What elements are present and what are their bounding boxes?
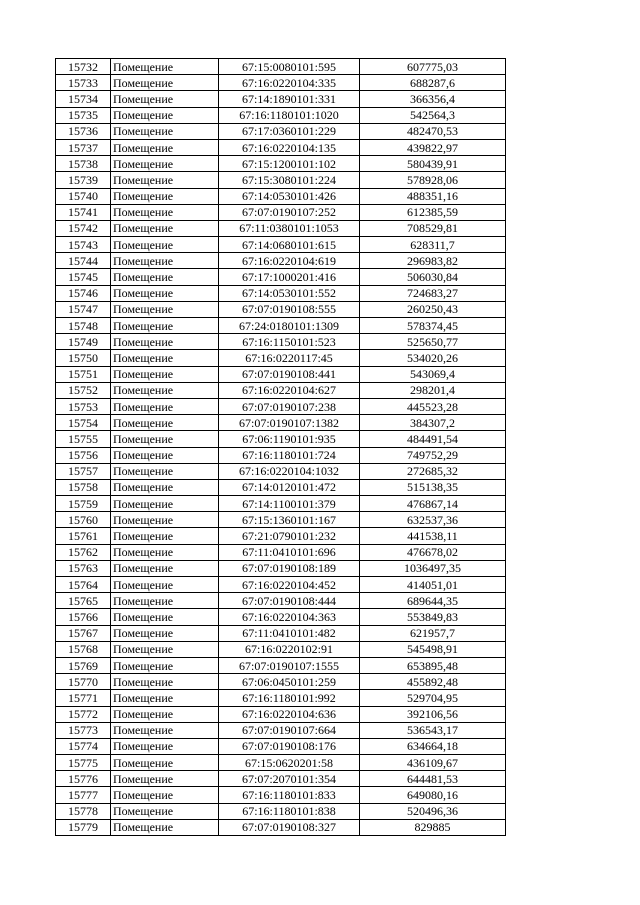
- cadastral-value-cell: 488351,16: [360, 188, 506, 204]
- row-number-cell: 15762: [56, 544, 111, 560]
- table-row: [56, 59, 506, 75]
- cadastral-number-cell: 67:17:0360101:229: [219, 123, 360, 139]
- object-type-cell: Помещение: [111, 819, 219, 835]
- row-number-cell: 15755: [56, 431, 111, 447]
- table-row: [56, 657, 506, 673]
- data-sheet: [55, 58, 506, 836]
- cadastral-value-cell: 653895,48: [360, 657, 506, 673]
- table-row: [56, 528, 506, 544]
- cadastral-value-cell: 366356,4: [360, 91, 506, 107]
- table-row: [56, 253, 506, 269]
- table-row: [56, 431, 506, 447]
- cadastral-number-cell: 67:07:0190107:238: [219, 398, 360, 414]
- cadastral-number-cell: 67:07:0190107:1382: [219, 415, 360, 431]
- table-row: [56, 625, 506, 641]
- cadastral-number-cell: 67:16:1150101:523: [219, 334, 360, 350]
- row-number-cell: 15774: [56, 738, 111, 754]
- table-row: [56, 237, 506, 253]
- cadastral-value-cell: 543069,4: [360, 366, 506, 382]
- object-type-cell: Помещение: [111, 220, 219, 236]
- cadastral-number-cell: 67:07:0190108:176: [219, 738, 360, 754]
- cadastral-number-cell: 67:06:0450101:259: [219, 674, 360, 690]
- object-type-cell: Помещение: [111, 366, 219, 382]
- table-row: [56, 398, 506, 414]
- cadastral-number-cell: 67:14:1890101:331: [219, 91, 360, 107]
- cadastral-value-cell: 392106,56: [360, 706, 506, 722]
- cadastral-value-cell: 384307,2: [360, 415, 506, 431]
- cadastral-value-cell: 272685,32: [360, 463, 506, 479]
- row-number-cell: 15747: [56, 301, 111, 317]
- table-row: [56, 123, 506, 139]
- cadastral-number-cell: 67:24:0180101:1309: [219, 318, 360, 334]
- cadastral-value-cell: 515138,35: [360, 479, 506, 495]
- cadastral-value-cell: 484491,54: [360, 431, 506, 447]
- table-row: [56, 479, 506, 495]
- row-number-cell: 15749: [56, 334, 111, 350]
- cadastral-number-cell: 67:15:3080101:224: [219, 172, 360, 188]
- object-type-cell: Помещение: [111, 204, 219, 220]
- table-row: [56, 75, 506, 91]
- cadastral-value-cell: 260250,43: [360, 301, 506, 317]
- table-row: [56, 269, 506, 285]
- row-number-cell: 15766: [56, 609, 111, 625]
- table-row: [56, 674, 506, 690]
- object-type-cell: Помещение: [111, 447, 219, 463]
- table-row: [56, 593, 506, 609]
- table-row: [56, 139, 506, 155]
- table-row: [56, 496, 506, 512]
- cadastral-number-cell: 67:16:1180101:992: [219, 690, 360, 706]
- object-type-cell: Помещение: [111, 479, 219, 495]
- row-number-cell: 15778: [56, 803, 111, 819]
- cadastral-number-cell: 67:07:0190108:441: [219, 366, 360, 382]
- cadastral-value-cell: 455892,48: [360, 674, 506, 690]
- row-number-cell: 15734: [56, 91, 111, 107]
- table-row: [56, 560, 506, 576]
- cadastral-value-cell: 829885: [360, 819, 506, 835]
- cadastral-number-cell: 67:14:1100101:379: [219, 496, 360, 512]
- object-type-cell: Помещение: [111, 463, 219, 479]
- object-type-cell: Помещение: [111, 496, 219, 512]
- table-row: [56, 447, 506, 463]
- cadastral-value-cell: 542564,3: [360, 107, 506, 123]
- row-number-cell: 15739: [56, 172, 111, 188]
- object-type-cell: Помещение: [111, 156, 219, 172]
- cadastral-number-cell: 67:16:0220104:1032: [219, 463, 360, 479]
- cadastral-value-cell: 534020,26: [360, 350, 506, 366]
- table-row: [56, 301, 506, 317]
- row-number-cell: 15736: [56, 123, 111, 139]
- cadastral-number-cell: 67:14:0530101:426: [219, 188, 360, 204]
- row-number-cell: 15761: [56, 528, 111, 544]
- row-number-cell: 15773: [56, 722, 111, 738]
- table-row: [56, 172, 506, 188]
- object-type-cell: Помещение: [111, 301, 219, 317]
- table-row: [56, 188, 506, 204]
- object-type-cell: Помещение: [111, 253, 219, 269]
- cadastral-number-cell: 67:16:1180101:724: [219, 447, 360, 463]
- cadastral-number-cell: 67:16:1180101:1020: [219, 107, 360, 123]
- row-number-cell: 15763: [56, 560, 111, 576]
- cadastral-number-cell: 67:07:2070101:354: [219, 771, 360, 787]
- object-type-cell: Помещение: [111, 577, 219, 593]
- row-number-cell: 15735: [56, 107, 111, 123]
- object-type-cell: Помещение: [111, 674, 219, 690]
- object-type-cell: Помещение: [111, 609, 219, 625]
- cadastral-value-cell: 749752,29: [360, 447, 506, 463]
- cadastral-number-cell: 67:07:0190108:189: [219, 560, 360, 576]
- row-number-cell: 15765: [56, 593, 111, 609]
- row-number-cell: 15743: [56, 237, 111, 253]
- table-row: [56, 690, 506, 706]
- object-type-cell: Помещение: [111, 318, 219, 334]
- row-number-cell: 15751: [56, 366, 111, 382]
- cadastral-number-cell: 67:17:1000201:416: [219, 269, 360, 285]
- cadastral-number-cell: 67:16:0220117:45: [219, 350, 360, 366]
- cadastral-number-cell: 67:15:1360101:167: [219, 512, 360, 528]
- object-type-cell: Помещение: [111, 755, 219, 771]
- cadastral-value-cell: 580439,91: [360, 156, 506, 172]
- row-number-cell: 15745: [56, 269, 111, 285]
- row-number-cell: 15779: [56, 819, 111, 835]
- cadastral-number-cell: 67:07:0190107:1555: [219, 657, 360, 673]
- cadastral-number-cell: 67:07:0190108:327: [219, 819, 360, 835]
- cadastral-number-cell: 67:11:0410101:482: [219, 625, 360, 641]
- cadastral-value-cell: 578374,45: [360, 318, 506, 334]
- object-type-cell: Помещение: [111, 237, 219, 253]
- table-row: [56, 382, 506, 398]
- object-type-cell: Помещение: [111, 91, 219, 107]
- cadastral-number-cell: 67:14:0120101:472: [219, 479, 360, 495]
- object-type-cell: Помещение: [111, 382, 219, 398]
- cadastral-number-cell: 67:15:1200101:102: [219, 156, 360, 172]
- table-row: [56, 771, 506, 787]
- cadastral-number-cell: 67:07:0190107:252: [219, 204, 360, 220]
- table-row: [56, 285, 506, 301]
- table-row: [56, 350, 506, 366]
- object-type-cell: Помещение: [111, 706, 219, 722]
- row-number-cell: 15767: [56, 625, 111, 641]
- cadastral-value-cell: 607775,03: [360, 59, 506, 75]
- object-type-cell: Помещение: [111, 107, 219, 123]
- table-row: [56, 819, 506, 835]
- table-row: [56, 415, 506, 431]
- table-row: [56, 220, 506, 236]
- cadastral-number-cell: 67:15:0620201:58: [219, 755, 360, 771]
- cadastral-value-cell: 634664,18: [360, 738, 506, 754]
- object-type-cell: Помещение: [111, 75, 219, 91]
- table-row: [56, 318, 506, 334]
- cadastral-value-cell: 632537,36: [360, 512, 506, 528]
- cadastral-value-cell: 553849,83: [360, 609, 506, 625]
- cadastral-value-cell: 689644,35: [360, 593, 506, 609]
- cadastral-value-cell: 621957,7: [360, 625, 506, 641]
- table-row: [56, 463, 506, 479]
- object-type-cell: Помещение: [111, 350, 219, 366]
- object-type-cell: Помещение: [111, 398, 219, 414]
- object-type-cell: Помещение: [111, 722, 219, 738]
- table-row: [56, 755, 506, 771]
- cadastral-number-cell: 67:16:1180101:838: [219, 803, 360, 819]
- table-row: [56, 544, 506, 560]
- cadastral-value-cell: 649080,16: [360, 787, 506, 803]
- cadastral-value-cell: 441538,11: [360, 528, 506, 544]
- table-row: [56, 91, 506, 107]
- row-number-cell: 15756: [56, 447, 111, 463]
- row-number-cell: 15775: [56, 755, 111, 771]
- cadastral-value-cell: 628311,7: [360, 237, 506, 253]
- cadastral-value-cell: 476867,14: [360, 496, 506, 512]
- object-type-cell: Помещение: [111, 625, 219, 641]
- object-type-cell: Помещение: [111, 415, 219, 431]
- table-row: [56, 706, 506, 722]
- object-type-cell: Помещение: [111, 641, 219, 657]
- table-row: [56, 156, 506, 172]
- object-type-cell: Помещение: [111, 690, 219, 706]
- table-row: [56, 366, 506, 382]
- cadastral-value-cell: 688287,6: [360, 75, 506, 91]
- table-row: [56, 722, 506, 738]
- cadastral-value-cell: 612385,59: [360, 204, 506, 220]
- cadastral-number-cell: 67:16:0220104:627: [219, 382, 360, 398]
- object-type-cell: Помещение: [111, 657, 219, 673]
- object-type-cell: Помещение: [111, 560, 219, 576]
- table-row: [56, 787, 506, 803]
- cadastral-value-cell: 536543,17: [360, 722, 506, 738]
- cadastral-number-cell: 67:14:0680101:615: [219, 237, 360, 253]
- row-number-cell: 15741: [56, 204, 111, 220]
- row-number-cell: 15752: [56, 382, 111, 398]
- cadastral-number-cell: 67:11:0380101:1053: [219, 220, 360, 236]
- object-type-cell: Помещение: [111, 431, 219, 447]
- object-type-cell: Помещение: [111, 528, 219, 544]
- cadastral-number-cell: 67:16:0220104:335: [219, 75, 360, 91]
- cadastral-value-cell: 644481,53: [360, 771, 506, 787]
- cadastral-value-cell: 520496,36: [360, 803, 506, 819]
- cadastral-value-cell: 445523,28: [360, 398, 506, 414]
- object-type-cell: Помещение: [111, 738, 219, 754]
- cadastral-number-cell: 67:07:0190107:664: [219, 722, 360, 738]
- table-row: [56, 577, 506, 593]
- row-number-cell: 15746: [56, 285, 111, 301]
- row-number-cell: 15740: [56, 188, 111, 204]
- row-number-cell: 15737: [56, 139, 111, 155]
- table-row: [56, 609, 506, 625]
- table-row: [56, 107, 506, 123]
- cadastral-number-cell: 67:11:0410101:696: [219, 544, 360, 560]
- object-type-cell: Помещение: [111, 172, 219, 188]
- cadastral-value-cell: 414051,01: [360, 577, 506, 593]
- table-body: [56, 59, 506, 836]
- row-number-cell: 15776: [56, 771, 111, 787]
- row-number-cell: 15757: [56, 463, 111, 479]
- table-row: [56, 204, 506, 220]
- cadastral-number-cell: 67:16:0220104:452: [219, 577, 360, 593]
- row-number-cell: 15764: [56, 577, 111, 593]
- row-number-cell: 15769: [56, 657, 111, 673]
- table-row: [56, 803, 506, 819]
- row-number-cell: 15733: [56, 75, 111, 91]
- table-row: [56, 641, 506, 657]
- row-number-cell: 15768: [56, 641, 111, 657]
- object-type-cell: Помещение: [111, 787, 219, 803]
- row-number-cell: 15760: [56, 512, 111, 528]
- cadastral-number-cell: 67:07:0190108:444: [219, 593, 360, 609]
- row-number-cell: 15777: [56, 787, 111, 803]
- row-number-cell: 15753: [56, 398, 111, 414]
- cadastral-value-cell: 436109,67: [360, 755, 506, 771]
- object-type-cell: Помещение: [111, 59, 219, 75]
- object-type-cell: Помещение: [111, 285, 219, 301]
- table-row: [56, 512, 506, 528]
- row-number-cell: 15770: [56, 674, 111, 690]
- cadastral-value-cell: 708529,81: [360, 220, 506, 236]
- row-number-cell: 15759: [56, 496, 111, 512]
- cadastral-value-cell: 298201,4: [360, 382, 506, 398]
- cadastral-number-cell: 67:16:1180101:833: [219, 787, 360, 803]
- object-type-cell: Помещение: [111, 139, 219, 155]
- row-number-cell: 15742: [56, 220, 111, 236]
- cadastral-number-cell: 67:16:0220104:135: [219, 139, 360, 155]
- object-type-cell: Помещение: [111, 771, 219, 787]
- cadastral-value-cell: 296983,82: [360, 253, 506, 269]
- object-type-cell: Помещение: [111, 593, 219, 609]
- table-row: [56, 334, 506, 350]
- object-type-cell: Помещение: [111, 334, 219, 350]
- row-number-cell: 15750: [56, 350, 111, 366]
- object-type-cell: Помещение: [111, 123, 219, 139]
- cadastral-number-cell: 67:06:1190101:935: [219, 431, 360, 447]
- row-number-cell: 15748: [56, 318, 111, 334]
- cadastral-value-cell: 578928,06: [360, 172, 506, 188]
- row-number-cell: 15754: [56, 415, 111, 431]
- row-number-cell: 15732: [56, 59, 111, 75]
- cadastral-number-cell: 67:07:0190108:555: [219, 301, 360, 317]
- cadastral-value-cell: 476678,02: [360, 544, 506, 560]
- object-type-cell: Помещение: [111, 188, 219, 204]
- object-type-cell: Помещение: [111, 803, 219, 819]
- cadastral-value-cell: 529704,95: [360, 690, 506, 706]
- row-number-cell: 15738: [56, 156, 111, 172]
- property-table: [55, 58, 506, 836]
- cadastral-value-cell: 439822,97: [360, 139, 506, 155]
- row-number-cell: 15771: [56, 690, 111, 706]
- cadastral-value-cell: 506030,84: [360, 269, 506, 285]
- cadastral-number-cell: 67:16:0220102:91: [219, 641, 360, 657]
- cadastral-number-cell: 67:15:0080101:595: [219, 59, 360, 75]
- table-row: [56, 738, 506, 754]
- object-type-cell: Помещение: [111, 544, 219, 560]
- cadastral-number-cell: 67:14:0530101:552: [219, 285, 360, 301]
- object-type-cell: Помещение: [111, 269, 219, 285]
- cadastral-number-cell: 67:21:0790101:232: [219, 528, 360, 544]
- cadastral-value-cell: 545498,91: [360, 641, 506, 657]
- row-number-cell: 15744: [56, 253, 111, 269]
- cadastral-value-cell: 482470,53: [360, 123, 506, 139]
- cadastral-number-cell: 67:16:0220104:363: [219, 609, 360, 625]
- cadastral-value-cell: 1036497,35: [360, 560, 506, 576]
- cadastral-number-cell: 67:16:0220104:619: [219, 253, 360, 269]
- object-type-cell: Помещение: [111, 512, 219, 528]
- cadastral-number-cell: 67:16:0220104:636: [219, 706, 360, 722]
- cadastral-value-cell: 724683,27: [360, 285, 506, 301]
- row-number-cell: 15772: [56, 706, 111, 722]
- cadastral-value-cell: 525650,77: [360, 334, 506, 350]
- row-number-cell: 15758: [56, 479, 111, 495]
